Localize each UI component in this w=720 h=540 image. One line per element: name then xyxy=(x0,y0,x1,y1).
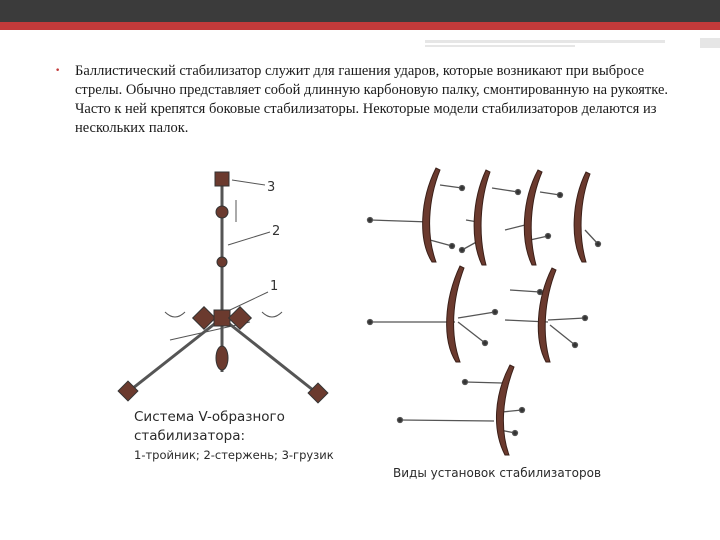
label-1: 1 xyxy=(270,279,279,294)
bow-5 xyxy=(447,266,464,362)
caption-left-line3: 1-тройник; 2-стержень; 3-грузик xyxy=(134,448,334,462)
bow-1 xyxy=(423,168,440,262)
caption-right: Виды установок стабилизаторов xyxy=(393,466,602,480)
caption-left-line2: стабилизатора: xyxy=(134,428,246,444)
bullet-dot-icon: • xyxy=(55,66,61,76)
bow-4 xyxy=(574,172,590,262)
bow-3 xyxy=(524,170,542,265)
bullet-text: Баллистический стабилизатор служит для гашения ударов, которые возникают при выбросе стрелы. Обычно представляет собой длинную карбоновую палку, смонтированную на рукоятке. Часто к ней крепятся боковые стабилизаторы. Некоторые модели стабилизаторов делаются из нескольких палок. xyxy=(75,63,669,136)
bow-2 xyxy=(474,170,490,265)
label-2: 2 xyxy=(272,224,281,239)
bow-7 xyxy=(496,365,514,455)
label-3: 3 xyxy=(267,180,276,195)
caption-left-line1: Система V-образного xyxy=(134,409,285,425)
bow-6 xyxy=(538,268,556,362)
